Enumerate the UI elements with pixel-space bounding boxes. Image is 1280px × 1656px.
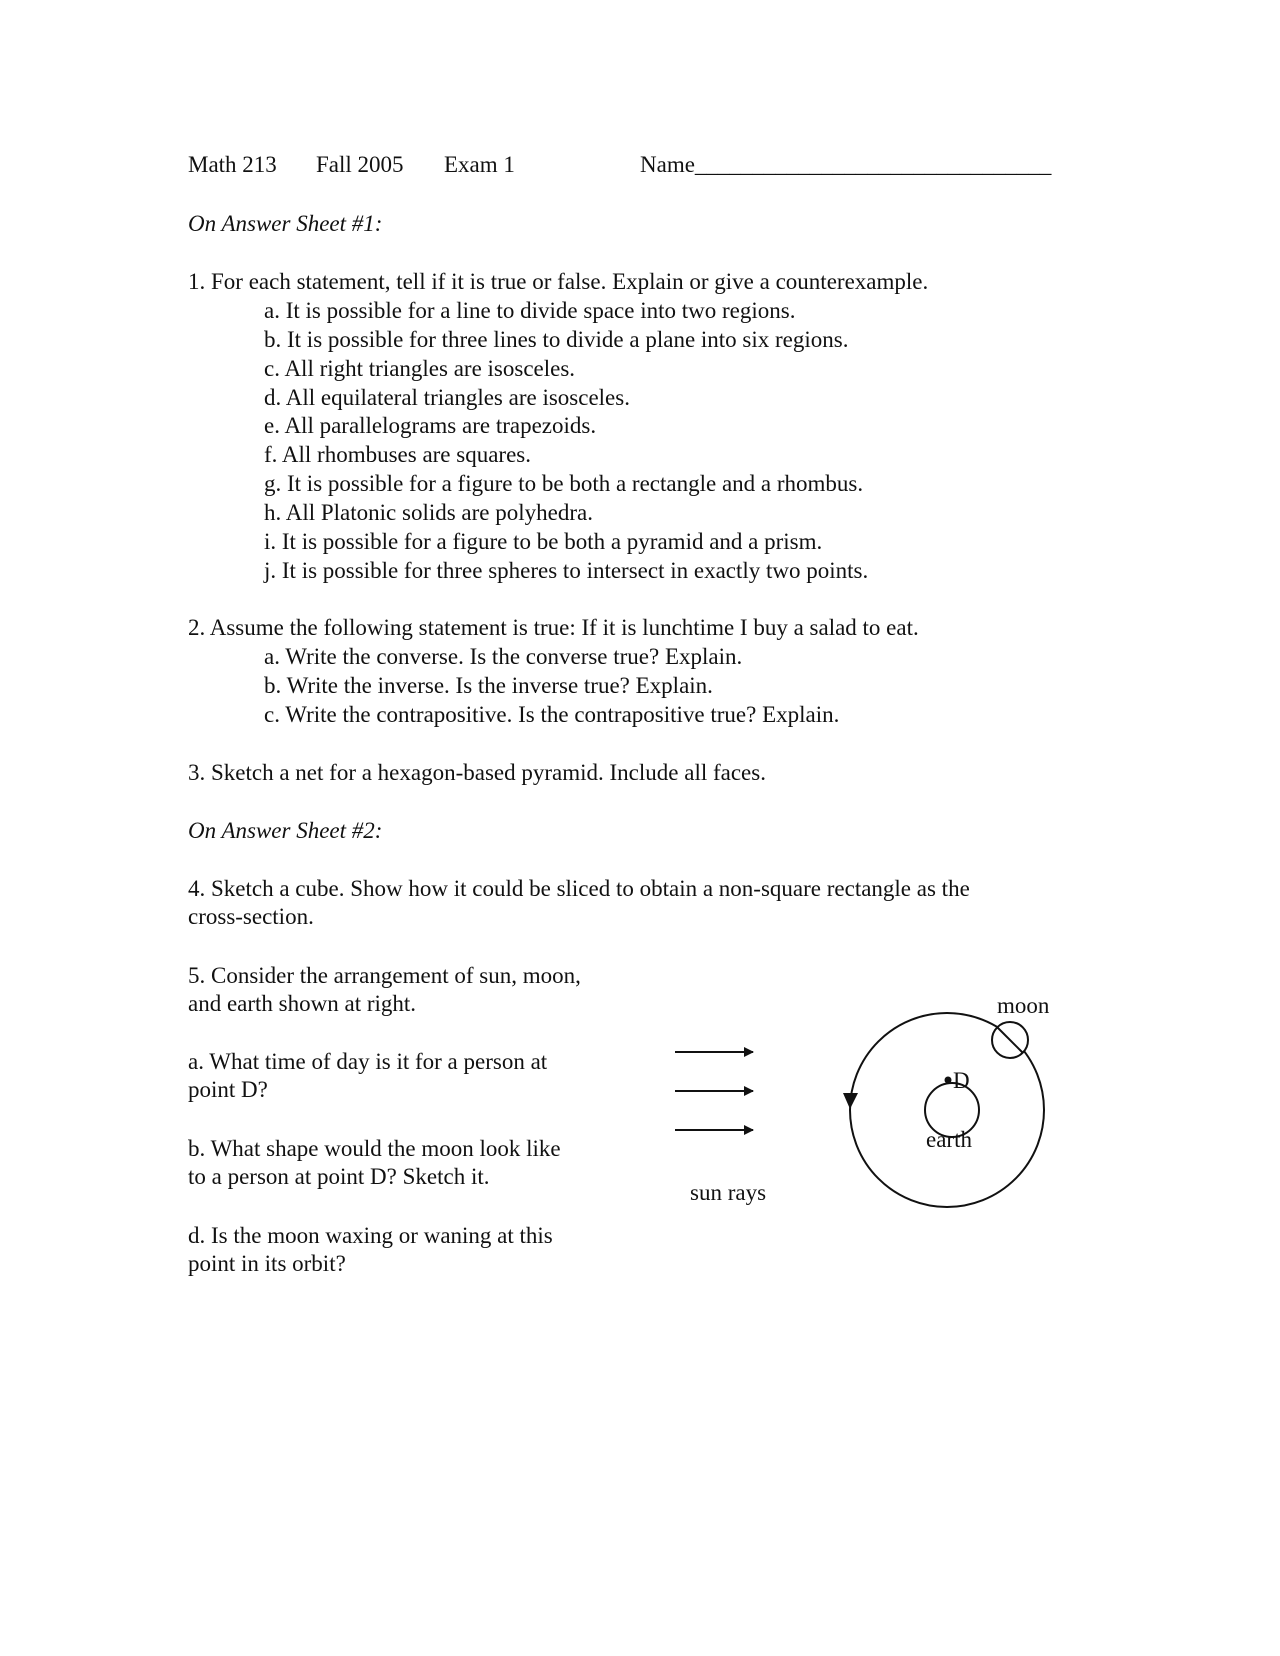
question-1-item: j. It is possible for three spheres to intersect in exactly two points. <box>264 558 869 583</box>
sun-rays-label: sun rays <box>690 1180 767 1205</box>
question-1-prompt: 1. For each statement, tell if it is true or false. Explain or give a counterexample. <box>188 269 929 294</box>
course-title: Math 213 <box>188 152 277 177</box>
sun-moon-earth-diagram <box>660 985 1080 1215</box>
question-5-line-2: and earth shown at right. <box>188 991 417 1016</box>
question-1-item: a. It is possible for a line to divide space into two regions. <box>264 298 796 323</box>
question-5-line-1: 5. Consider the arrangement of sun, moon, <box>188 963 581 988</box>
name-field: Name_______________________________ <box>640 152 1052 177</box>
question-5a-line-1: a. What time of day is it for a person at <box>188 1049 548 1074</box>
moon-label: moon <box>997 993 1050 1018</box>
point-d-label: D <box>953 1068 970 1093</box>
question-5b-line-1: b. What shape would the moon look like <box>188 1136 561 1161</box>
answer-sheet-1-label: On Answer Sheet #1: <box>188 211 383 236</box>
question-5d-line-2: point in its orbit? <box>188 1251 346 1276</box>
question-2-item: c. Write the contrapositive. Is the contrapositive true? Explain. <box>264 702 840 727</box>
question-1-item: i. It is possible for a figure to be both a pyramid and a prism. <box>264 529 823 554</box>
question-1-item: f. All rhombuses are squares. <box>264 442 531 467</box>
question-1-item: g. It is possible for a figure to be both a rectangle and a rhombus. <box>264 471 864 496</box>
question-1-item: b. It is possible for three lines to divide a plane into six regions. <box>264 327 849 352</box>
exam-label: Exam 1 <box>444 152 515 177</box>
question-5d-line-1: d. Is the moon waxing or waning at this <box>188 1223 553 1248</box>
question-3-prompt: 3. Sketch a net for a hexagon-based pyramid. Include all faces. <box>188 760 766 785</box>
question-2-prompt: 2. Assume the following statement is true: If it is lunchtime I buy a salad to eat. <box>188 615 919 640</box>
question-1-item: c. All right triangles are isosceles. <box>264 356 576 381</box>
question-1-item: e. All parallelograms are trapezoids. <box>264 413 597 438</box>
question-2-item: a. Write the converse. Is the converse true? Explain. <box>264 644 743 669</box>
point-d-dot <box>945 1077 952 1084</box>
question-5a-line-2: point D? <box>188 1077 268 1102</box>
question-4-line-1: 4. Sketch a cube. Show how it could be sliced to obtain a non-square rectangle as the <box>188 876 970 901</box>
question-4-line-2: cross-section. <box>188 904 314 929</box>
earth-label: earth <box>926 1127 972 1152</box>
orbit-direction-arrow <box>843 1093 858 1109</box>
question-2-item: b. Write the inverse. Is the inverse true? Explain. <box>264 673 713 698</box>
question-1-item: d. All equilateral triangles are isosceles. <box>264 385 630 410</box>
answer-sheet-2-label: On Answer Sheet #2: <box>188 818 383 843</box>
question-5b-line-2: to a person at point D? Sketch it. <box>188 1164 490 1189</box>
term-label: Fall 2005 <box>316 152 404 177</box>
question-1-item: h. All Platonic solids are polyhedra. <box>264 500 593 525</box>
